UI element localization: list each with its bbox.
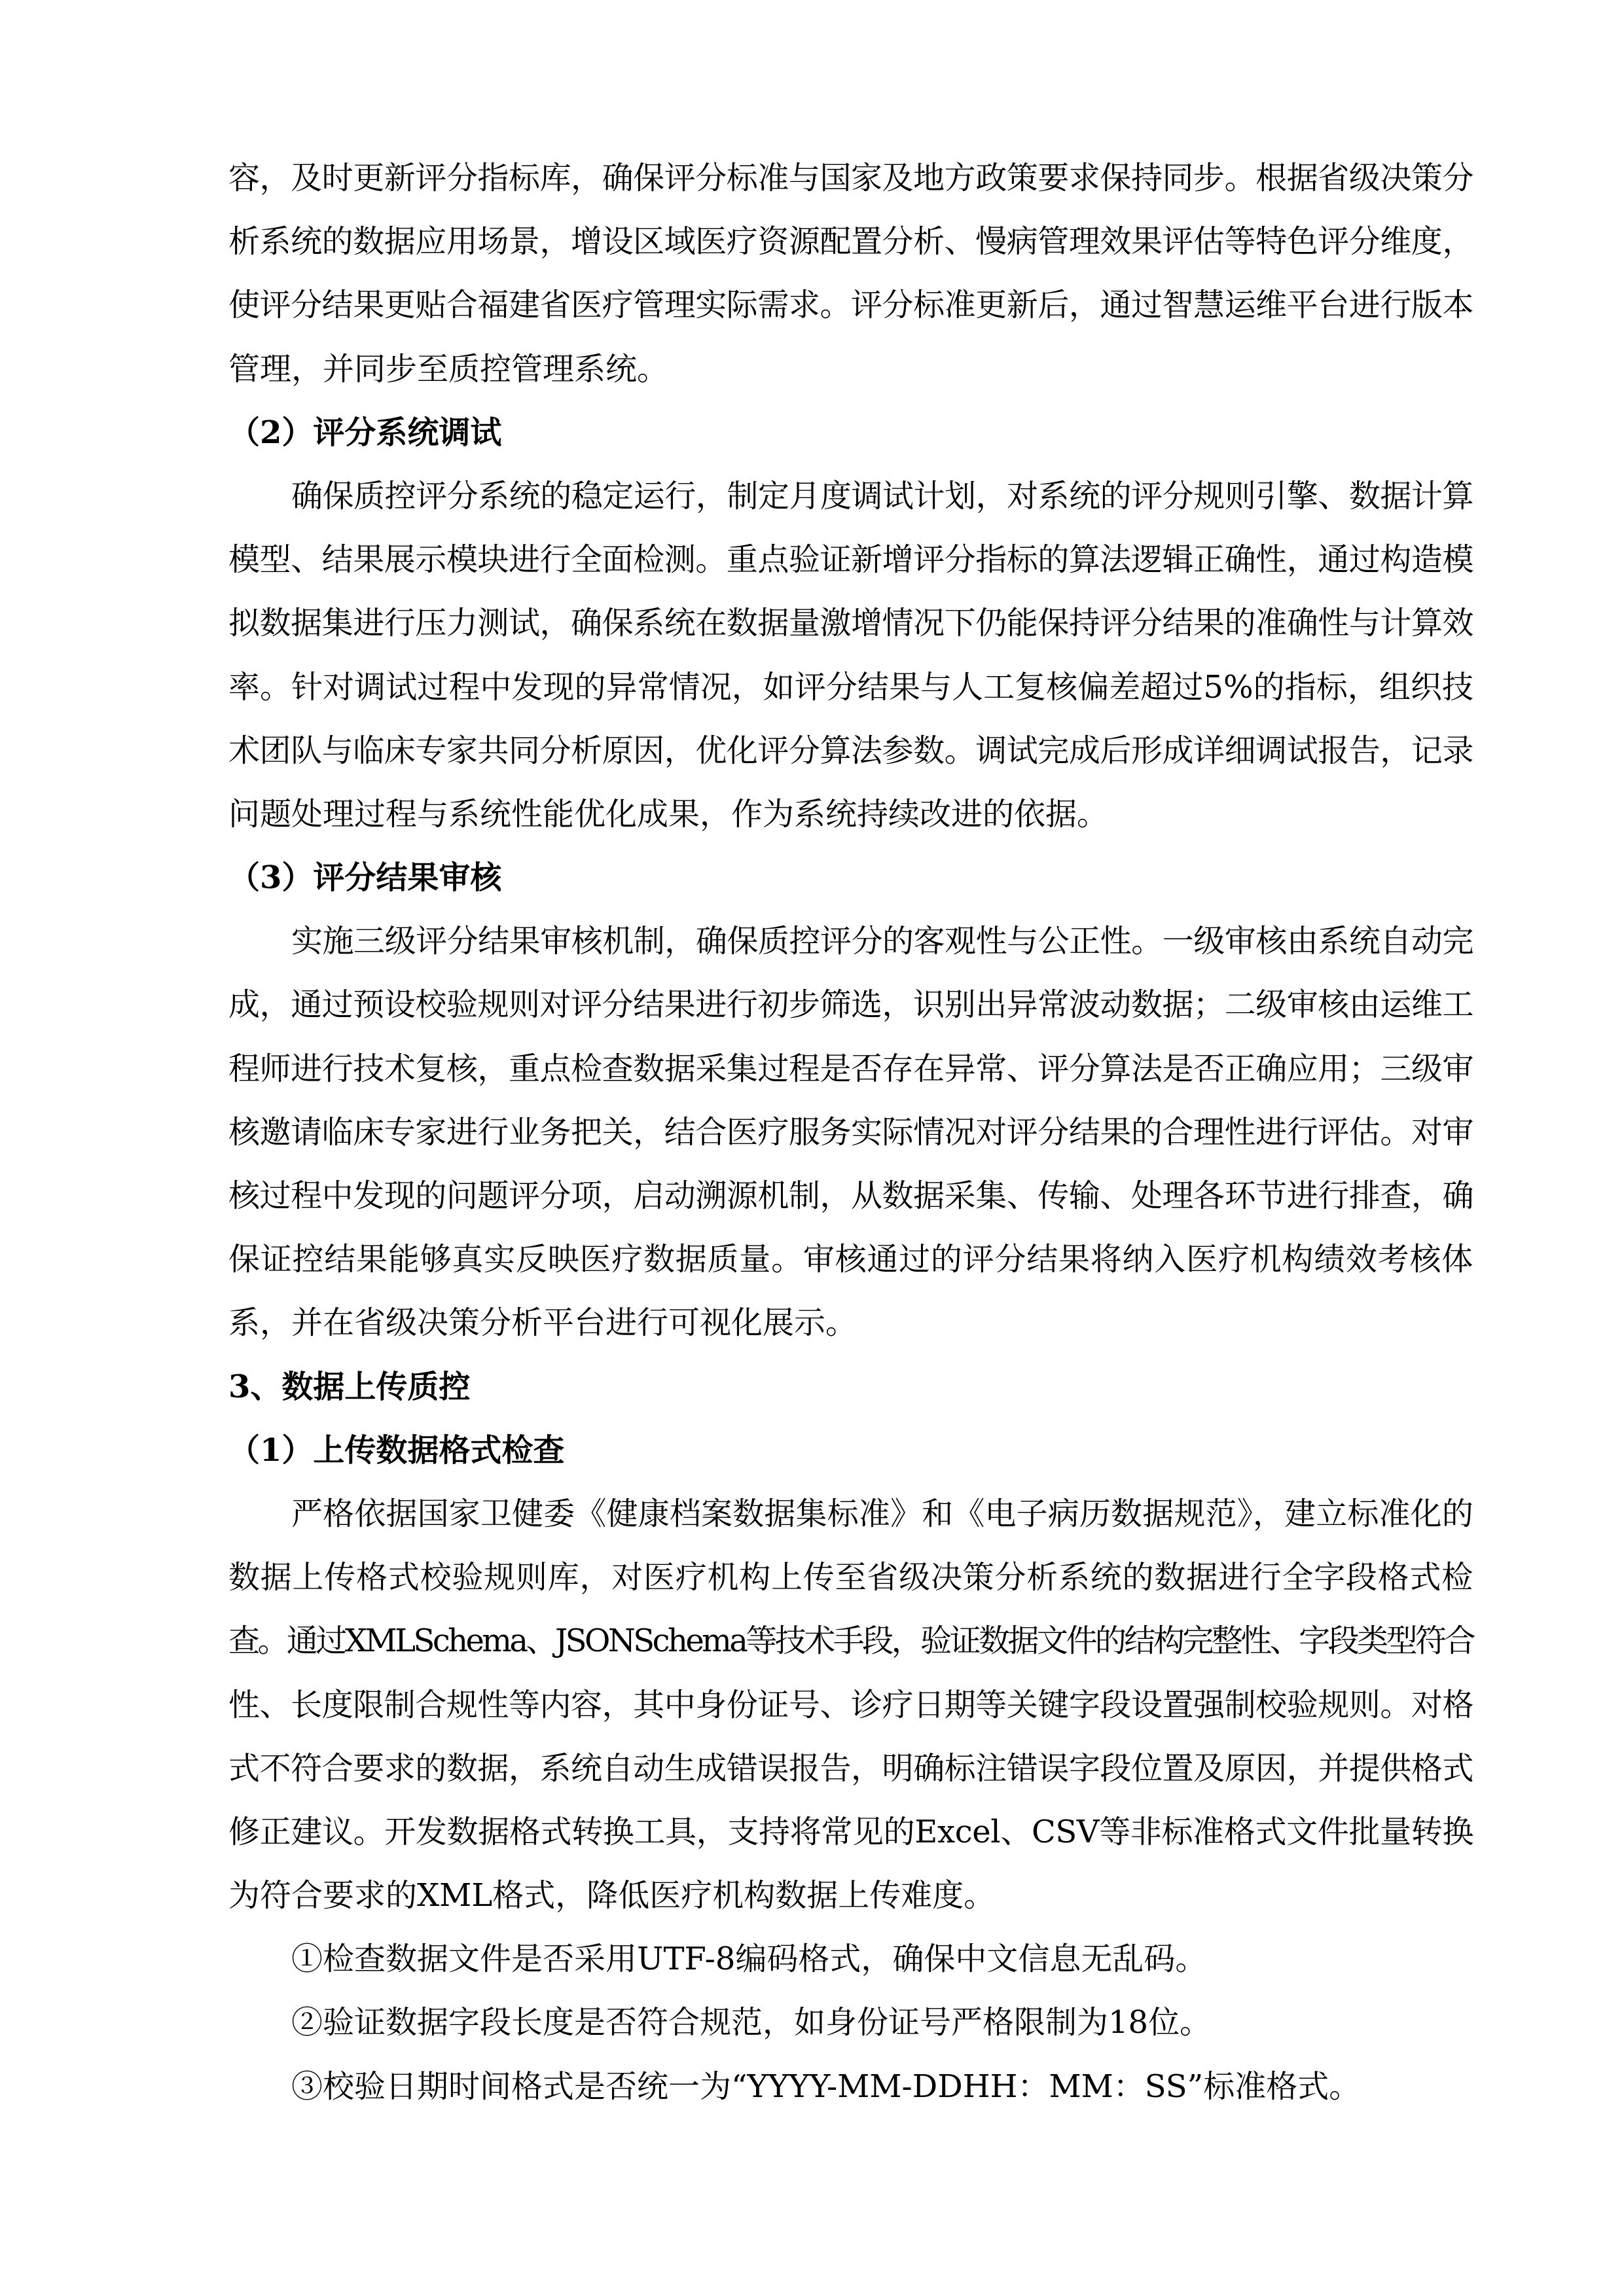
heading-text: （2）评分系统调试 (228, 414, 502, 451)
line-container (228, 210, 1473, 274)
paragraph (228, 465, 1473, 846)
line-container (228, 1164, 1473, 1228)
text-line: 管理，并同步至质控管理系统。 (228, 350, 669, 387)
text-line: ③校验日期时间格式是否统一为“YYYY-MM-DDHH：MM：SS”标准格式。 (291, 2068, 1361, 2105)
line-container (228, 401, 1473, 465)
line-container (228, 1228, 1473, 1291)
paragraph (228, 1928, 1473, 1991)
line-container (228, 2055, 1473, 2119)
text-line: 问题处理过程与系统性能优化成果，作为系统持续改进的依据。 (228, 795, 1109, 833)
text-line: 拟数据集进行压力测试，确保系统在数据量激增情况下仍能保持评分结果的准确性与计算效 (228, 605, 1473, 642)
line-container (228, 1419, 1473, 1482)
text-line: 程师进行技术复核，重点检查数据采集过程是否存在异常、评分算法是否正确应用；三级审 (228, 1050, 1473, 1087)
text-line: 修正建议。开发数据格式转换工具，支持将常见的Excel、CSV等非标准格式文件批量转换 (228, 1813, 1473, 1850)
line-container (228, 592, 1473, 655)
text-line: 严格依据国家卫健委《健康档案数据集标准》和《电子病历数据规范》，建立标准化的 (291, 1495, 1473, 1532)
section-heading (228, 1419, 1473, 1482)
text-line: 查。通过XMLSchema、JSONSchema等技术手段，验证数据文件的结构完整性、字段类型符合 (228, 1623, 1473, 1660)
line-container (228, 1037, 1473, 1101)
heading-text: 3、数据上传质控 (228, 1368, 471, 1405)
line-container (228, 1101, 1473, 1164)
text-line: 式不符合要求的数据，系统自动生成错误报告，明确标注错误字段位置及原因，并提供格式 (228, 1749, 1473, 1787)
line-container (228, 465, 1473, 528)
line-container (228, 910, 1473, 973)
text-line: 实施三级评分结果审核机制，确保质控评分的客观性与公正性。一级审核由系统自动完 (291, 923, 1473, 960)
text-line: 核过程中发现的问题评分项，启动溯源机制，从数据采集、传输、处理各环节进行排查，确 (228, 1177, 1473, 1214)
text-line: ①检查数据文件是否采用UTF-8编码格式，确保中文信息无乱码。 (291, 1941, 1207, 1978)
text-line: ②验证数据字段长度是否符合规范，如身份证号严格限制为18位。 (291, 2004, 1212, 2041)
line-container (228, 1291, 1473, 1355)
text-line: 性、长度限制合规性等内容，其中身份证号、诊疗日期等关键字段设置强制校验规则。对格 (228, 1686, 1473, 1723)
text-line: 使评分结果更贴合福建省医疗管理实际需求。评分标准更新后，通过智慧运维平台进行版本 (228, 287, 1473, 324)
line-container (228, 1801, 1473, 1864)
text-line: 术团队与临床专家共同分析原因，优化评分算法参数。调试完成后形成详细调试报告，记录 (228, 732, 1473, 769)
text-line: 成，通过预设校验规则对评分结果进行初步筛选，识别出异常波动数据；二级审核由运维工 (228, 986, 1473, 1024)
section-heading (228, 401, 1473, 465)
line-container (228, 1355, 1473, 1419)
line-container (228, 783, 1473, 846)
paragraph (228, 1991, 1473, 2054)
document-body (228, 147, 1473, 2119)
text-line: 保证控结果能够真实反映医疗数据质量。审核通过的评分结果将纳入医疗机构绩效考核体 (228, 1241, 1473, 1278)
section-heading (228, 846, 1473, 910)
line-container (228, 656, 1473, 719)
paragraph (228, 147, 1473, 401)
paragraph (228, 2055, 1473, 2119)
text-line: 数据上传格式校验规则库，对医疗机构上传至省级决策分析系统的数据进行全字段格式检 (228, 1559, 1473, 1596)
line-container (228, 719, 1473, 783)
section-heading (228, 1355, 1473, 1419)
text-line: 容，及时更新评分指标库，确保评分标准与国家及地方政策要求保持同步。根据省级决策分 (228, 160, 1473, 196)
line-container (228, 1928, 1473, 1991)
heading-text: （1）上传数据格式检查 (228, 1431, 565, 1469)
heading-text: （3）评分结果审核 (228, 859, 502, 897)
text-line: 为符合要求的XML格式，降低医疗机构数据上传难度。 (228, 1877, 996, 1914)
text-line: 核邀请临床专家进行业务把关，结合医疗服务实际情况对评分结果的合理性进行评估。对审 (228, 1113, 1473, 1151)
text-line: 析系统的数据应用场景，增设区域医疗资源配置分析、慢病管理效果评估等特色评分维度， (228, 223, 1473, 260)
text-line: 模型、结果展示模块进行全面检测。重点验证新增评分指标的算法逻辑正确性，通过构造模 (228, 541, 1473, 579)
line-container (228, 1546, 1473, 1609)
line-container (228, 147, 1473, 210)
line-container (228, 274, 1473, 337)
line-container (228, 338, 1473, 401)
text-line: 确保质控评分系统的稳定运行，制定月度调试计划，对系统的评分规则引擎、数据计算 (291, 477, 1473, 514)
line-container (228, 528, 1473, 592)
text-line: 系，并在省级决策分析平台进行可视化展示。 (228, 1304, 857, 1342)
line-container (228, 1737, 1473, 1801)
line-container (228, 1674, 1473, 1737)
paragraph (228, 910, 1473, 1355)
line-container (228, 973, 1473, 1037)
line-container (228, 1991, 1473, 2054)
text-line: 率。针对调试过程中发现的异常情况，如评分结果与人工复核偏差超过5%的指标，组织技 (228, 668, 1473, 706)
line-container (228, 1864, 1473, 1928)
paragraph (228, 1482, 1473, 1928)
line-container (228, 1609, 1473, 1673)
line-container (228, 1482, 1473, 1546)
line-container (228, 846, 1473, 910)
